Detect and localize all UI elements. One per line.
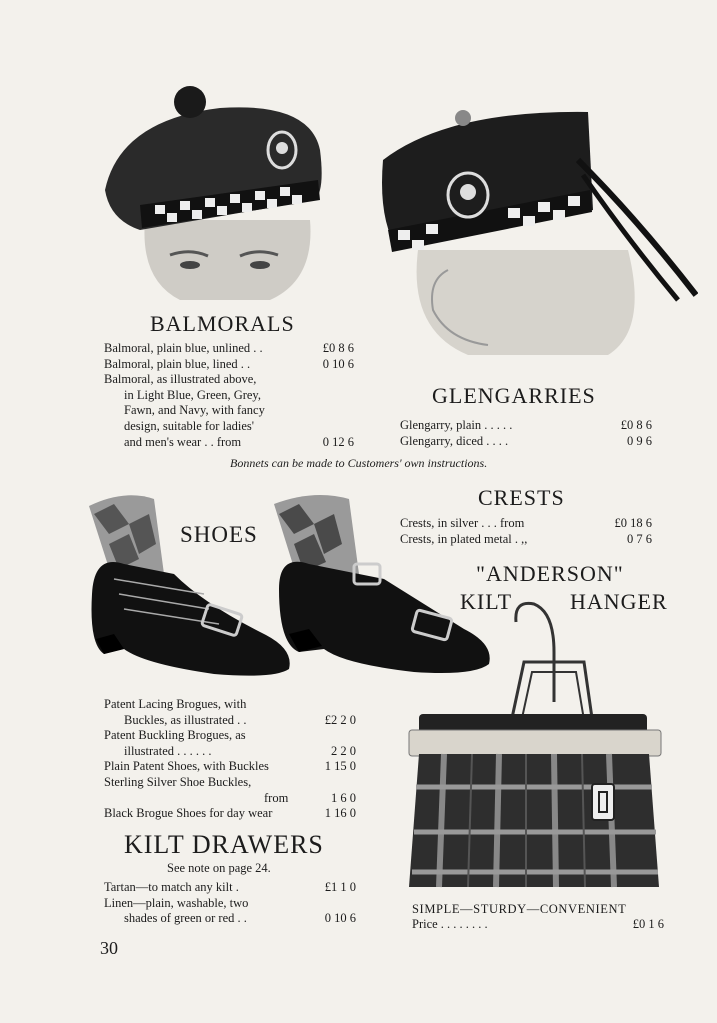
shoes-heading: SHOES — [180, 522, 258, 547]
item-description: Crests, in silver . . . from — [400, 516, 525, 530]
kilt-drawers-price-list — [104, 880, 356, 927]
hanger-heading-kilt: KILT — [460, 589, 513, 614]
price-row — [104, 728, 356, 744]
hanger-heading-hanger: HANGER — [570, 589, 668, 614]
item-description: Balmoral, as illustrated above, — [104, 372, 257, 387]
item-description: design, suitable for ladies' — [124, 418, 254, 433]
item-price: 1 6 0 — [331, 790, 356, 805]
price-row — [104, 372, 354, 388]
item-price: £0 18 6 — [614, 516, 652, 530]
kilt-drawers-heading: KILT DRAWERS — [124, 830, 324, 859]
item-description: Balmoral, plain blue, lined . . — [104, 356, 251, 371]
glengarries-price-list — [400, 418, 652, 449]
price-row — [104, 744, 356, 760]
hanger-heading-line1: "ANDERSON" — [476, 561, 624, 586]
item-description: Buckles, as illustrated . . — [124, 712, 247, 727]
item-price: 0 10 6 — [324, 911, 356, 926]
item-description: illustrated . . . . . . — [124, 743, 212, 758]
item-price: 0 7 6 — [627, 531, 652, 546]
item-price: 0 12 6 — [322, 434, 354, 449]
item-price: £1 1 0 — [324, 880, 356, 894]
item-price: 0 9 6 — [627, 433, 652, 448]
price-row — [104, 341, 354, 357]
price-row — [104, 896, 356, 912]
item-description: Black Brogue Shoes for day wear — [104, 806, 273, 821]
item-description: Glengarry, plain . . . . . — [400, 418, 513, 432]
price-row — [104, 880, 356, 896]
hanger-price-row — [412, 917, 664, 933]
item-description: Price . . . . . . . . — [412, 917, 488, 931]
price-row — [104, 388, 354, 404]
item-description: Fawn, and Navy, with fancy — [124, 403, 265, 418]
item-price: £0 1 6 — [632, 917, 664, 931]
balmorals-price-list — [104, 341, 354, 450]
price-row — [104, 911, 356, 927]
glengarry-cap-illustration — [378, 100, 698, 360]
balmoral-bonnet-illustration — [100, 80, 340, 305]
item-description: Patent Lacing Brogues, with — [104, 697, 247, 711]
crests-heading: CRESTS — [478, 485, 565, 510]
item-description: Sterling Silver Shoe Buckles, — [104, 774, 252, 789]
kilt-drawers-note: See note on page 24. — [167, 861, 271, 875]
price-row — [400, 434, 652, 450]
item-price: £0 8 6 — [322, 341, 354, 355]
price-row — [104, 806, 356, 822]
kilt-hanger-illustration — [404, 592, 666, 892]
glengarries-heading: GLENGARRIES — [432, 383, 596, 408]
item-description: Patent Buckling Brogues, as — [104, 728, 246, 743]
price-row — [104, 357, 354, 373]
shoes-price-list — [104, 697, 356, 822]
item-description: Crests, in plated metal . ,, — [400, 531, 528, 546]
price-row — [104, 713, 356, 729]
price-row — [104, 759, 356, 775]
item-description: shades of green or red . . — [124, 911, 247, 926]
price-row — [104, 775, 356, 791]
bonnets-note: Bonnets can be made to Customers' own instructions. — [230, 456, 488, 470]
price-row — [104, 419, 354, 435]
price-row — [412, 917, 664, 933]
item-price: 0 10 6 — [322, 356, 354, 371]
page-number: 30 — [100, 938, 118, 958]
price-row — [104, 697, 356, 713]
item-description: in Light Blue, Green, Grey, — [124, 387, 261, 402]
item-price: 2 2 0 — [331, 743, 356, 758]
item-description: and men's wear . . from — [124, 434, 242, 449]
item-description: from — [264, 790, 289, 805]
item-price: 1 16 0 — [324, 806, 356, 821]
price-row — [104, 403, 354, 419]
item-description: Tartan—to match any kilt . — [104, 880, 239, 894]
item-price: £0 8 6 — [620, 418, 652, 432]
balmorals-heading: BALMORALS — [150, 311, 295, 336]
item-price: 1 15 0 — [324, 759, 356, 774]
item-description: Linen—plain, washable, two — [104, 895, 249, 910]
price-row — [104, 435, 354, 451]
hanger-tagline: SIMPLE—STURDY—CONVENIENT — [412, 902, 627, 916]
price-row — [104, 791, 356, 807]
item-price: £2 2 0 — [324, 712, 356, 727]
price-row — [400, 418, 652, 434]
item-description: Plain Patent Shoes, with Buckles — [104, 759, 269, 774]
item-description: Balmoral, plain blue, unlined . . — [104, 341, 263, 355]
item-description: Glengarry, diced . . . . — [400, 433, 509, 448]
